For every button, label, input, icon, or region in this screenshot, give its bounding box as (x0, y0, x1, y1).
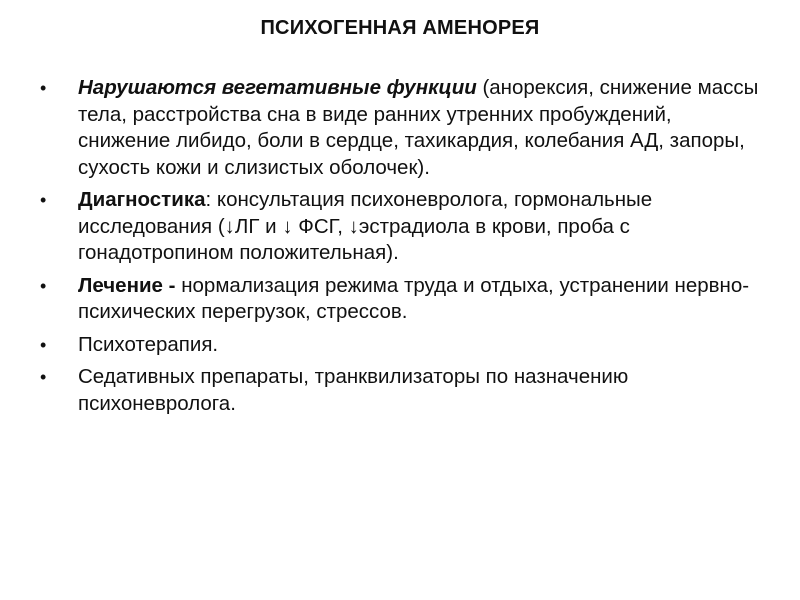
item-text: нормализация режима труда и отдыха, устранении нервно-психических перегрузок, стрессов. (78, 273, 750, 323)
bullet-list (40, 75, 760, 423)
item-lead: Нарушаются вегетативные функции (78, 76, 477, 99)
item-text: Психотерапия. (78, 332, 219, 356)
item-text: : консультация психоневролога, гормональные исследования (↓ЛГ и ↓ ФСГ, ↓эстрадиола в крови, проба с гонадотропином положительная). (78, 188, 653, 264)
list-item-sedatives (40, 364, 760, 417)
bullet-icon: • (40, 78, 47, 98)
bullet-icon: • (40, 334, 47, 355)
item-text: (анорексия, снижение массы тела, расстройства сна в виде ранних утренних пробуждений, снижение либидо, боли в сердце, тахикардия, колебания АД, запоры, сухость кожи и слизистых оболочек). (78, 76, 759, 179)
bullet-icon: • (40, 367, 47, 387)
list-item-psychotherapy (40, 332, 760, 359)
item-text: Седативных препараты, транквилизаторы по назначению психоневролога. (78, 365, 629, 415)
list-item-diagnostics (40, 187, 760, 267)
list-item-vegetative-functions (40, 75, 760, 181)
slide-title: ПСИХОГЕННАЯ АМЕНОРЕЯ (260, 17, 540, 39)
bullet-icon: • (40, 190, 47, 210)
list-item-treatment (40, 273, 760, 326)
bullet-icon: • (40, 275, 47, 296)
item-lead: Лечение - (78, 273, 176, 297)
item-lead: Диагностика (78, 188, 206, 211)
